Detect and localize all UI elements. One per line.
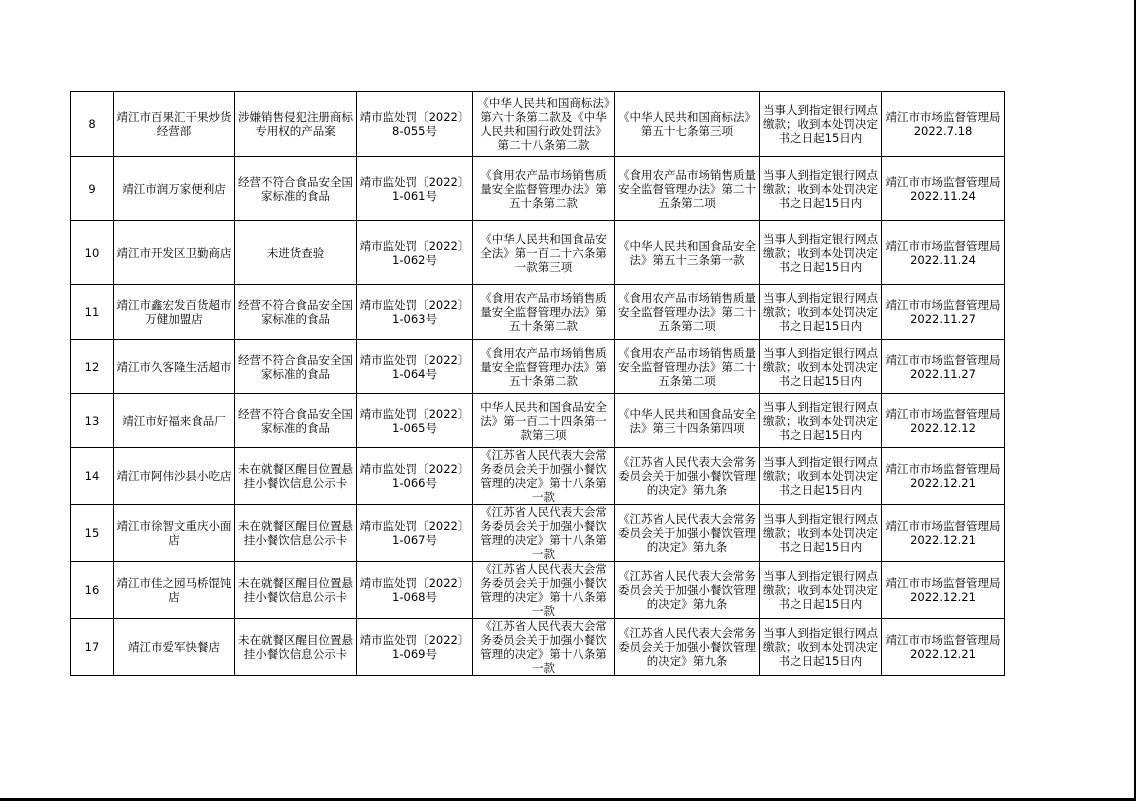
cell-org-date: 靖江市市场监督管理局2022.12.12 xyxy=(882,394,1005,448)
cell-doc: 靖市监处罚〔2022〕1-064号 xyxy=(357,340,473,394)
cell-basis: 《食用农产品市场销售质量安全监督管理办法》第五十条第二款 xyxy=(473,157,615,221)
cell-no: 11 xyxy=(71,285,114,340)
cell-doc: 靖市监处罚〔2022〕8-055号 xyxy=(357,92,473,157)
cell-payment: 当事人到指定银行网点缴款；收到本处罚决定书之日起15日内 xyxy=(760,619,882,676)
cell-doc: 靖市监处罚〔2022〕1-067号 xyxy=(357,505,473,562)
cell-basis: 《江苏省人民代表大会常务委员会关于加强小餐饮管理的决定》第十八条第一款 xyxy=(473,505,615,562)
cell-no: 13 xyxy=(71,394,114,448)
cell-case: 经营不符合食品安全国家标准的食品 xyxy=(235,394,357,448)
penalty-table xyxy=(70,91,1005,676)
cell-no: 10 xyxy=(71,221,114,285)
cell-no: 9 xyxy=(71,157,114,221)
cell-basis: 《中华人民共和国商标法》第六十条第二款及《中华人民共和国行政处罚法》第二十八条第二款 xyxy=(473,92,615,157)
cell-name: 靖江市开发区卫勤商店 xyxy=(114,221,235,285)
cell-name: 靖江市润万家便利店 xyxy=(114,157,235,221)
cell-case: 经营不符合食品安全国家标准的食品 xyxy=(235,340,357,394)
cell-basis: 《江苏省人民代表大会常务委员会关于加强小餐饮管理的决定》第十八条第一款 xyxy=(473,448,615,505)
cell-payment: 当事人到指定银行网点缴款；收到本处罚决定书之日起15日内 xyxy=(760,340,882,394)
cell-case: 未在就餐区醒目位置悬挂小餐饮信息公示卡 xyxy=(235,562,357,619)
cell-punish-basis: 《食用农产品市场销售质量安全监督管理办法》第二十五条第二项 xyxy=(615,340,760,394)
cell-punish-basis: 《中华人民共和国商标法》第五十七条第三项 xyxy=(615,92,760,157)
cell-org-date: 靖江市市场监督管理局2022.12.21 xyxy=(882,448,1005,505)
cell-doc: 靖市监处罚〔2022〕1-063号 xyxy=(357,285,473,340)
cell-basis: 《中华人民共和国食品安全法》第一百二十六条第一款第三项 xyxy=(473,221,615,285)
cell-no: 15 xyxy=(71,505,114,562)
cell-punish-basis: 《江苏省人民代表大会常务委员会关于加强小餐饮管理的决定》第九条 xyxy=(615,448,760,505)
cell-payment: 当事人到指定银行网点缴款；收到本处罚决定书之日起15日内 xyxy=(760,285,882,340)
cell-basis: 《食用农产品市场销售质量安全监督管理办法》第五十条第二款 xyxy=(473,340,615,394)
cell-name: 靖江市鑫宏发百货超市万健加盟店 xyxy=(114,285,235,340)
cell-punish-basis: 《江苏省人民代表大会常务委员会关于加强小餐饮管理的决定》第九条 xyxy=(615,562,760,619)
cell-org-date: 靖江市市场监督管理局2022.12.21 xyxy=(882,505,1005,562)
table-row xyxy=(71,92,1005,157)
cell-no: 14 xyxy=(71,448,114,505)
table-row xyxy=(71,619,1005,676)
table-row xyxy=(71,221,1005,285)
cell-name: 靖江市佳之园马桥馄饨店 xyxy=(114,562,235,619)
cell-name: 靖江市久客隆生活超市 xyxy=(114,340,235,394)
cell-doc: 靖市监处罚〔2022〕1-061号 xyxy=(357,157,473,221)
cell-punish-basis: 《食用农产品市场销售质量安全监督管理办法》第二十五条第二项 xyxy=(615,157,760,221)
cell-basis: 《江苏省人民代表大会常务委员会关于加强小餐饮管理的决定》第十八条第一款 xyxy=(473,619,615,676)
cell-payment: 当事人到指定银行网点缴款；收到本处罚决定书之日起15日内 xyxy=(760,448,882,505)
cell-org-date: 靖江市市场监督管理局2022.11.24 xyxy=(882,157,1005,221)
cell-no: 17 xyxy=(71,619,114,676)
cell-punish-basis: 《江苏省人民代表大会常务委员会关于加强小餐饮管理的决定》第九条 xyxy=(615,505,760,562)
cell-punish-basis: 《江苏省人民代表大会常务委员会关于加强小餐饮管理的决定》第九条 xyxy=(615,619,760,676)
cell-payment: 当事人到指定银行网点缴款；收到本处罚决定书之日起15日内 xyxy=(760,505,882,562)
table-row xyxy=(71,394,1005,448)
cell-payment: 当事人到指定银行网点缴款；收到本处罚决定书之日起15日内 xyxy=(760,92,882,157)
cell-name: 靖江市阿伟沙县小吃店 xyxy=(114,448,235,505)
cell-case: 经营不符合食品安全国家标准的食品 xyxy=(235,157,357,221)
cell-org-date: 靖江市市场监督管理局2022.12.21 xyxy=(882,619,1005,676)
cell-name: 靖江市爱军快餐店 xyxy=(114,619,235,676)
table-row xyxy=(71,448,1005,505)
cell-org-date: 靖江市市场监督管理局2022.11.27 xyxy=(882,340,1005,394)
cell-doc: 靖市监处罚〔2022〕1-062号 xyxy=(357,221,473,285)
cell-doc: 靖市监处罚〔2022〕1-066号 xyxy=(357,448,473,505)
cell-payment: 当事人到指定银行网点缴款；收到本处罚决定书之日起15日内 xyxy=(760,221,882,285)
cell-payment: 当事人到指定银行网点缴款；收到本处罚决定书之日起15日内 xyxy=(760,562,882,619)
cell-punish-basis: 《中华人民共和国食品安全法》第五十三条第一款 xyxy=(615,221,760,285)
cell-punish-basis: 《中华人民共和国食品安全法》第三十四条第四项 xyxy=(615,394,760,448)
table-row xyxy=(71,340,1005,394)
cell-doc: 靖市监处罚〔2022〕1-069号 xyxy=(357,619,473,676)
cell-org-date: 靖江市市场监督管理局2022.11.24 xyxy=(882,221,1005,285)
cell-name: 靖江市好福来食品厂 xyxy=(114,394,235,448)
cell-basis: 《江苏省人民代表大会常务委员会关于加强小餐饮管理的决定》第十八条第一款 xyxy=(473,562,615,619)
table-body xyxy=(71,92,1005,676)
cell-no: 16 xyxy=(71,562,114,619)
cell-case: 未进货查验 xyxy=(235,221,357,285)
cell-case: 涉嫌销售侵犯注册商标专用权的产品案 xyxy=(235,92,357,157)
table-row xyxy=(71,505,1005,562)
cell-no: 12 xyxy=(71,340,114,394)
table-row xyxy=(71,562,1005,619)
cell-doc: 靖市监处罚〔2022〕1-065号 xyxy=(357,394,473,448)
cell-name: 靖江市徐智文重庆小面店 xyxy=(114,505,235,562)
cell-org-date: 靖江市市场监督管理局2022.11.27 xyxy=(882,285,1005,340)
table-row xyxy=(71,157,1005,221)
cell-case: 经营不符合食品安全国家标准的食品 xyxy=(235,285,357,340)
cell-payment: 当事人到指定银行网点缴款；收到本处罚决定书之日起15日内 xyxy=(760,394,882,448)
cell-punish-basis: 《食用农产品市场销售质量安全监督管理办法》第二十五条第二项 xyxy=(615,285,760,340)
cell-case: 未在就餐区醒目位置悬挂小餐饮信息公示卡 xyxy=(235,448,357,505)
cell-basis: 《食用农产品市场销售质量安全监督管理办法》第五十条第二款 xyxy=(473,285,615,340)
table-row xyxy=(71,285,1005,340)
cell-case: 未在就餐区醒目位置悬挂小餐饮信息公示卡 xyxy=(235,505,357,562)
cell-case: 未在就餐区醒目位置悬挂小餐饮信息公示卡 xyxy=(235,619,357,676)
cell-org-date: 靖江市市场监督管理局2022.7.18 xyxy=(882,92,1005,157)
cell-no: 8 xyxy=(71,92,114,157)
cell-org-date: 靖江市市场监督管理局2022.12.21 xyxy=(882,562,1005,619)
cell-name: 靖江市百果汇干果炒货经营部 xyxy=(114,92,235,157)
cell-doc: 靖市监处罚〔2022〕1-068号 xyxy=(357,562,473,619)
cell-basis: 中华人民共和国食品安全法》第一百二十四条第一款第三项 xyxy=(473,394,615,448)
cell-payment: 当事人到指定银行网点缴款；收到本处罚决定书之日起15日内 xyxy=(760,157,882,221)
